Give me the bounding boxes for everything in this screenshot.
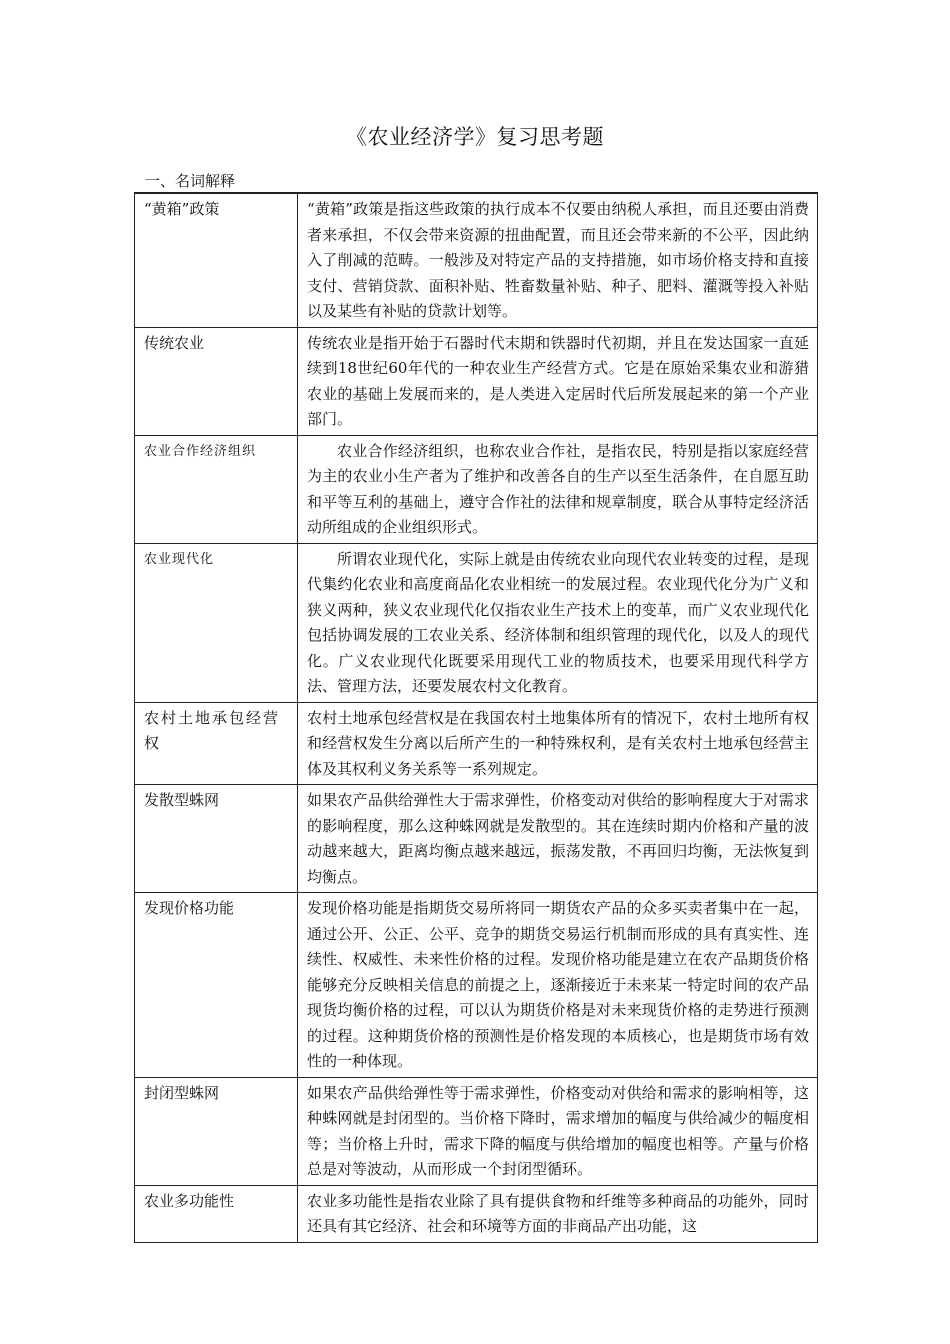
- term-cell: 传统农业: [135, 327, 298, 435]
- section-heading: 一、名词解释: [145, 172, 236, 190]
- term-cell: 农业现代化: [135, 543, 298, 702]
- definition-cell: 所谓农业现代化，实际上就是由传统农业向现代农业转变的过程，是现代集约化农业和高度商品化农业相统一的发展过程。农业现代化分为广义和狭义两种，狭义农业现代化仅指农业生产技术上的变革，而广义农业现代化包括协调发展的工农业关系、经济体制和组织管理的现代化，以及人的现代化。广义农业现代化既要采用现代工业的物质技术，也要采用现代科学方法、管理方法，还要发展农村文化教育。: [298, 543, 818, 702]
- table-row: [135, 435, 818, 543]
- term-cell: 发现价格功能: [135, 893, 298, 1078]
- term-cell: 封闭型蛛网: [135, 1077, 298, 1185]
- definition-cell: “黄箱”政策是指这些政策的执行成本不仅要由纳税人承担，而且还要由消费者来承担，不仅会带来资源的扭曲配置，而且还会带来新的不公平，因此纳入了削减的范畴。一般涉及对特定产品的支持措施，如市场价格支持和直接支付、营销贷款、面积补贴、牲畜数量补贴、种子、肥料、灌溉等投入补贴以及某些有补贴的贷款计划等。: [298, 193, 818, 327]
- definition-cell: 农村土地承包经营权是在我国农村土地集体所有的情况下，农村土地所有权和经营权发生分离以后所产生的一种特殊权利，是有关农村土地承包经营主体及其权利义务关系等一系列规定。: [298, 702, 818, 785]
- document-title: 《农业经济学》复习思考题: [346, 125, 604, 149]
- definition-cell: 发现价格功能是指期货交易所将同一期货农产品的众多买卖者集中在一起，通过公开、公正、公平、竞争的期货交易运行机制而形成的具有真实性、连续性、权威性、未来性价格的过程。发现价格功能是建立在农产品期货价格能够充分反映相关信息的前提之上，逐渐接近于未来某一特定时间的农产品现货均衡价格的过程，可以认为期货价格是对未来现货价格的走势进行预测的过程。这种期货价格的预测性是价格发现的本质核心，也是期货市场有效性的一种体现。: [298, 893, 818, 1078]
- definition-cell: 农业多功能性是指农业除了具有提供食物和纤维等多种商品的功能外，同时还具有其它经济、社会和环境等方面的非商品产出功能，这: [298, 1185, 818, 1242]
- term-cell: 农业多功能性: [135, 1185, 298, 1242]
- table-row: [135, 785, 818, 893]
- term-cell: 农业合作经济组织: [135, 435, 298, 543]
- table-row: [135, 327, 818, 435]
- table-row: [135, 543, 818, 702]
- table-row: [135, 1185, 818, 1242]
- term-cell: “黄箱”政策: [135, 193, 298, 327]
- definition-cell: 传统农业是指开始于石器时代末期和铁器时代初期，并且在发达国家一直延续到18世纪60年代的一种农业生产经营方式。它是在原始采集农业和游猎农业的基础上发展而来的，是人类进入定居时代后所发展起来的第一个产业部门。: [298, 327, 818, 435]
- glossary-table: [134, 192, 818, 1243]
- definition-cell: 如果农产品供给弹性大于需求弹性，价格变动对供给的影响程度大于对需求的影响程度，那么这种蛛网就是发散型的。其在连续时期内价格和产量的波动越来越大，距离均衡点越来越远，振荡发散，不再回归均衡，无法恢复到均衡点。: [298, 785, 818, 893]
- table-row: [135, 702, 818, 785]
- table-row: [135, 193, 818, 327]
- table-row: [135, 1077, 818, 1185]
- term-cell: 发散型蛛网: [135, 785, 298, 893]
- table-row: [135, 893, 818, 1078]
- term-cell: 农村土地承包经营权: [135, 702, 298, 785]
- definition-cell: 如果农产品供给弹性等于需求弹性，价格变动对供给和需求的影响相等，这种蛛网就是封闭型的。当价格下降时，需求增加的幅度与供给减少的幅度相等；当价格上升时，需求下降的幅度与供给增加的幅度也相等。产量与价格总是对等波动，从而形成一个封闭型循环。: [298, 1077, 818, 1185]
- definition-cell: 农业合作经济组织，也称农业合作社，是指农民，特别是指以家庭经营为主的农业小生产者为了维护和改善各自的生产以至生活条件，在自愿互助和平等互利的基础上，遵守合作社的法律和规章制度，联合从事特定经济活动所组成的企业组织形式。: [298, 435, 818, 543]
